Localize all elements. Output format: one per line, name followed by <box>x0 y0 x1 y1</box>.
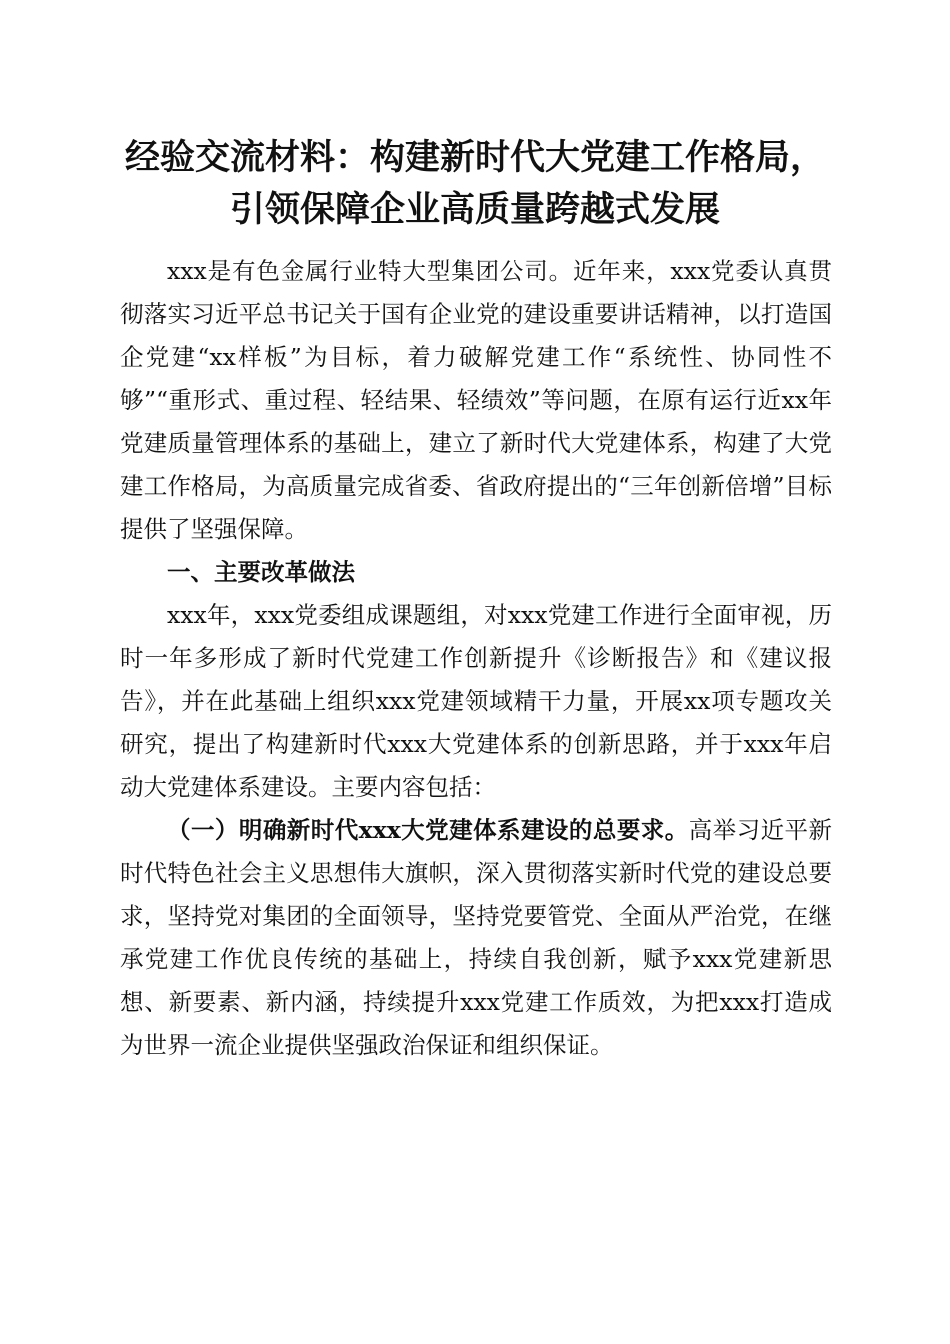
subsection-1-lead: （一）明确新时代xxx大党建体系建设的总要求。 <box>167 816 689 844</box>
intro-paragraph: xxx是有色金属行业特大型集团公司。近年来，xxx党委认真贯彻落实习近平总书记关于国有企业党的建设重要讲话精神，以打造国企党建“xx样板”为目标，着力破解党建工作“系统性、协同性不够”“重形式、重过程、轻结果、轻绩效”等问题，在原有运行近xx年党建质量管理体系的基础上，建立了新时代大党建体系，构建了大党建工作格局，为高质量完成省委、省政府提出的“三年创新倍增”目标提供了坚强保障。 <box>120 257 832 543</box>
subsection-1-paragraph <box>120 809 832 1067</box>
title-line-2: 引领保障企业高质量跨越式发展 <box>229 189 720 230</box>
subsection-1-text: 高举习近平新时代特色社会主义思想伟大旗帜，深入贯彻落实新时代党的建设总要求，坚持党对集团的全面领导，坚持党要管党、全面从严治党，在继承党建工作优良传统的基础上，持续自我创新，赋予xxx党建新思想、新要素、新内涵，持续提升xxx党建工作质效，为把xxx打造成为世界一流企业提供坚强政治保证和组织保证。 <box>120 816 833 1059</box>
section-heading-1: 一、主要改革做法 <box>167 558 355 586</box>
section-1-paragraph: xxx年，xxx党委组成课题组，对xxx党建工作进行全面审视，历时一年多形成了新时代党建工作创新提升《诊断报告》和《建议报告》，并在此基础上组织xxx党建领域精干力量，开展xx项专题攻关研究，提出了构建新时代xxx大党建体系的创新思路，并于xxx年启动大党建体系建设。主要内容包括： <box>120 601 832 801</box>
document-title <box>100 132 850 236</box>
document-body <box>120 250 832 1067</box>
title-line-1: 经验交流材料：构建新时代大党建工作格局， <box>124 137 825 178</box>
